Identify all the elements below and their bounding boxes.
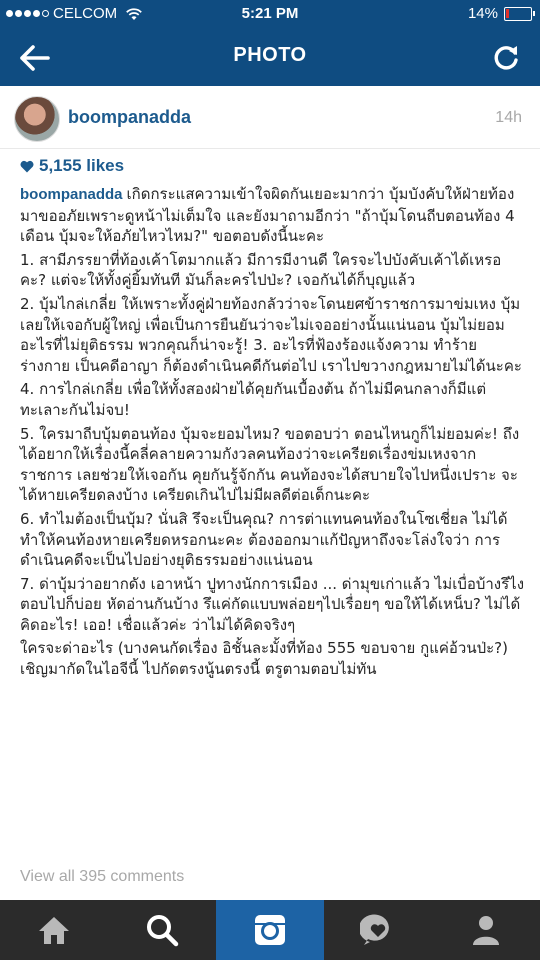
home-icon — [36, 912, 72, 948]
caption-username[interactable]: boompanadda — [20, 186, 123, 203]
caption-paragraph-6: 6. ทำไมต้องเป็นบุ้ม? นั่นสิ รึจะเป็นคุณ? การต่าแทนคนท้องในโซเชี่ยล ไม่ได้ทำให้คนท้องหายเครียดหรอกนะคะ ต้องออกมาแก้ปัญหาถึงจะโล่งใจว่า การดำเนินคดีจะเป็นไปอย่างยุติธรรมอย่างแน่นอน — [20, 509, 508, 570]
clock: 5:21 PM — [241, 5, 299, 22]
post-username[interactable]: boompanadda — [68, 107, 192, 127]
nav-camera[interactable] — [216, 900, 324, 960]
battery-level-fill — [506, 9, 509, 18]
page-title: PHOTO — [233, 44, 307, 66]
battery-percent: 14% — [467, 5, 498, 22]
caption-paragraph-5: 5. ใครมาถีบบุ้มตอนท้อง บุ้มจะยอมไหม? ขอตอบว่า ตอนไหนกูก็ไม่ยอมค่ะ! ถึงได้อยากให้เรื่องนี้คลี่คลายความกังวลคนท้องว่าจะเครียดเรื่องข่มเหงจากราชการ เลยช่วยให้เจอกัน คุยกันรู้จักกัน คนท้องจะได้สบายใจไปหนึ่งเปราะ จะได้หายเครียดลงบ้าง เครียดเกินไปไม่มีผลดีต่อเด็กนะคะ — [20, 424, 520, 505]
caption-paragraph-7: 7. ด่าบุ้มว่าอยากดัง เอาหน้า ปูทางนักการเมือง ... ด่ามุขเก่าแล้ว ไม่เบื่อบ้างรึไง ตอบไปก็บ่อย หัดอ่านกันบ้าง รึแค่กัดแบบพล่อยๆไปเรื่อยๆ ขอให้ได้เหน็บ? ไม่ได้คิดอะไร! เออ! เชื่อแล้วค่ะ ว่าไม่ได้คิดจริงๆ — [20, 574, 525, 634]
nav-activity[interactable] — [324, 900, 432, 960]
carrier-name: CELCOM — [53, 5, 118, 22]
heart-icon — [20, 160, 34, 173]
likes-count[interactable] — [20, 156, 124, 176]
caption-paragraph-8: ใครจะด่าอะไร (บางคนกัดเรื่อง อิชั้นละมั้งที่ท้อง 555 ขอบจาย กูแค่อ้วนป่ะ?) เชิญมากัดในไอจีนี้ ไปกัดตรงนู้นตรงนี้ ตรูตามตอบไม่ทัน — [20, 639, 508, 679]
post-header — [0, 86, 540, 150]
activity-heart-icon — [360, 912, 396, 948]
battery-icon — [504, 7, 532, 21]
nav-search[interactable] — [108, 900, 216, 960]
post-timestamp: 14h — [495, 109, 522, 126]
caption-intro-text: เกิดกระแสความเข้าใจผิดกันเยอะมากว่า บุ้มบังคับให้ฝ่ายท้องมาขออภัยเพราะดูหน้าไม่เต็มใจ และยังมาถามอีกว่า "ถ้าบุ้มโดนถีบตอนท้อง 4 เดือน บุ้มจะให้อภัยไหวไหม?" ขอตอบดังนี้นะคะ — [20, 185, 515, 246]
caption-paragraph-1: 1. สามีภรรยาที่ท้องเค้าโตมากแล้ว มีการมีงานดี ใครจะไปบังคับเค้าได้เหรอคะ? แต่จะให้ทั้งคู่ยิ้มทันที มันก็ละครไปป่ะ? เจอกันได้ก็บุญแล้ว — [20, 250, 502, 290]
search-icon — [144, 912, 180, 948]
caption-intro — [20, 184, 525, 247]
camera-icon — [252, 912, 288, 948]
post-caption — [20, 184, 525, 683]
caption-paragraph-2: 2. บุ้มไกล่เกลี่ย ให้เพราะทั้งคู่ฝ่ายท้องกลัวว่าจะโดนยศข้าราชการมาข่มเหง บุ้มเลยให้เจอกับผู้ใหญ่ เพื่อเป็นการยืนยันว่าจะไม่เจออย่างนั้นแน่นอน บุ้มไม่ยอมอะไรที่ไม่ยุติธรรม พวกคุณก็น่าจะรู้! 3. อะไรที่ฟ้องร้องแจ้งความ ทำร้ายร่างกาย เป็นคดีอาญา ก็ต้องดำเนินคดีกันต่อไป เราไปขวางกฎหมายไม่ได้นะคะ — [20, 294, 522, 375]
status-right — [468, 5, 532, 22]
refresh-icon[interactable] — [490, 42, 522, 74]
profile-icon — [468, 912, 504, 948]
caption-paragraph-4: 4. การไกล่เกลี่ย เพื่อให้ทั้งสองฝ่ายได้คุยกันเบื้องต้น ถ้าไม่มีคนกลางก็มีแต่ทะเลาะกันไม่จบ! — [20, 380, 487, 419]
top-header — [0, 30, 540, 86]
divider — [0, 148, 540, 149]
likes-label: 5,155 likes — [39, 156, 125, 175]
view-all-comments-link[interactable]: View all 395 comments — [20, 868, 185, 885]
status-bar — [0, 0, 540, 30]
nav-home[interactable] — [0, 900, 108, 960]
avatar[interactable] — [14, 96, 60, 142]
nav-profile[interactable] — [432, 900, 540, 960]
bottom-nav — [0, 900, 540, 960]
